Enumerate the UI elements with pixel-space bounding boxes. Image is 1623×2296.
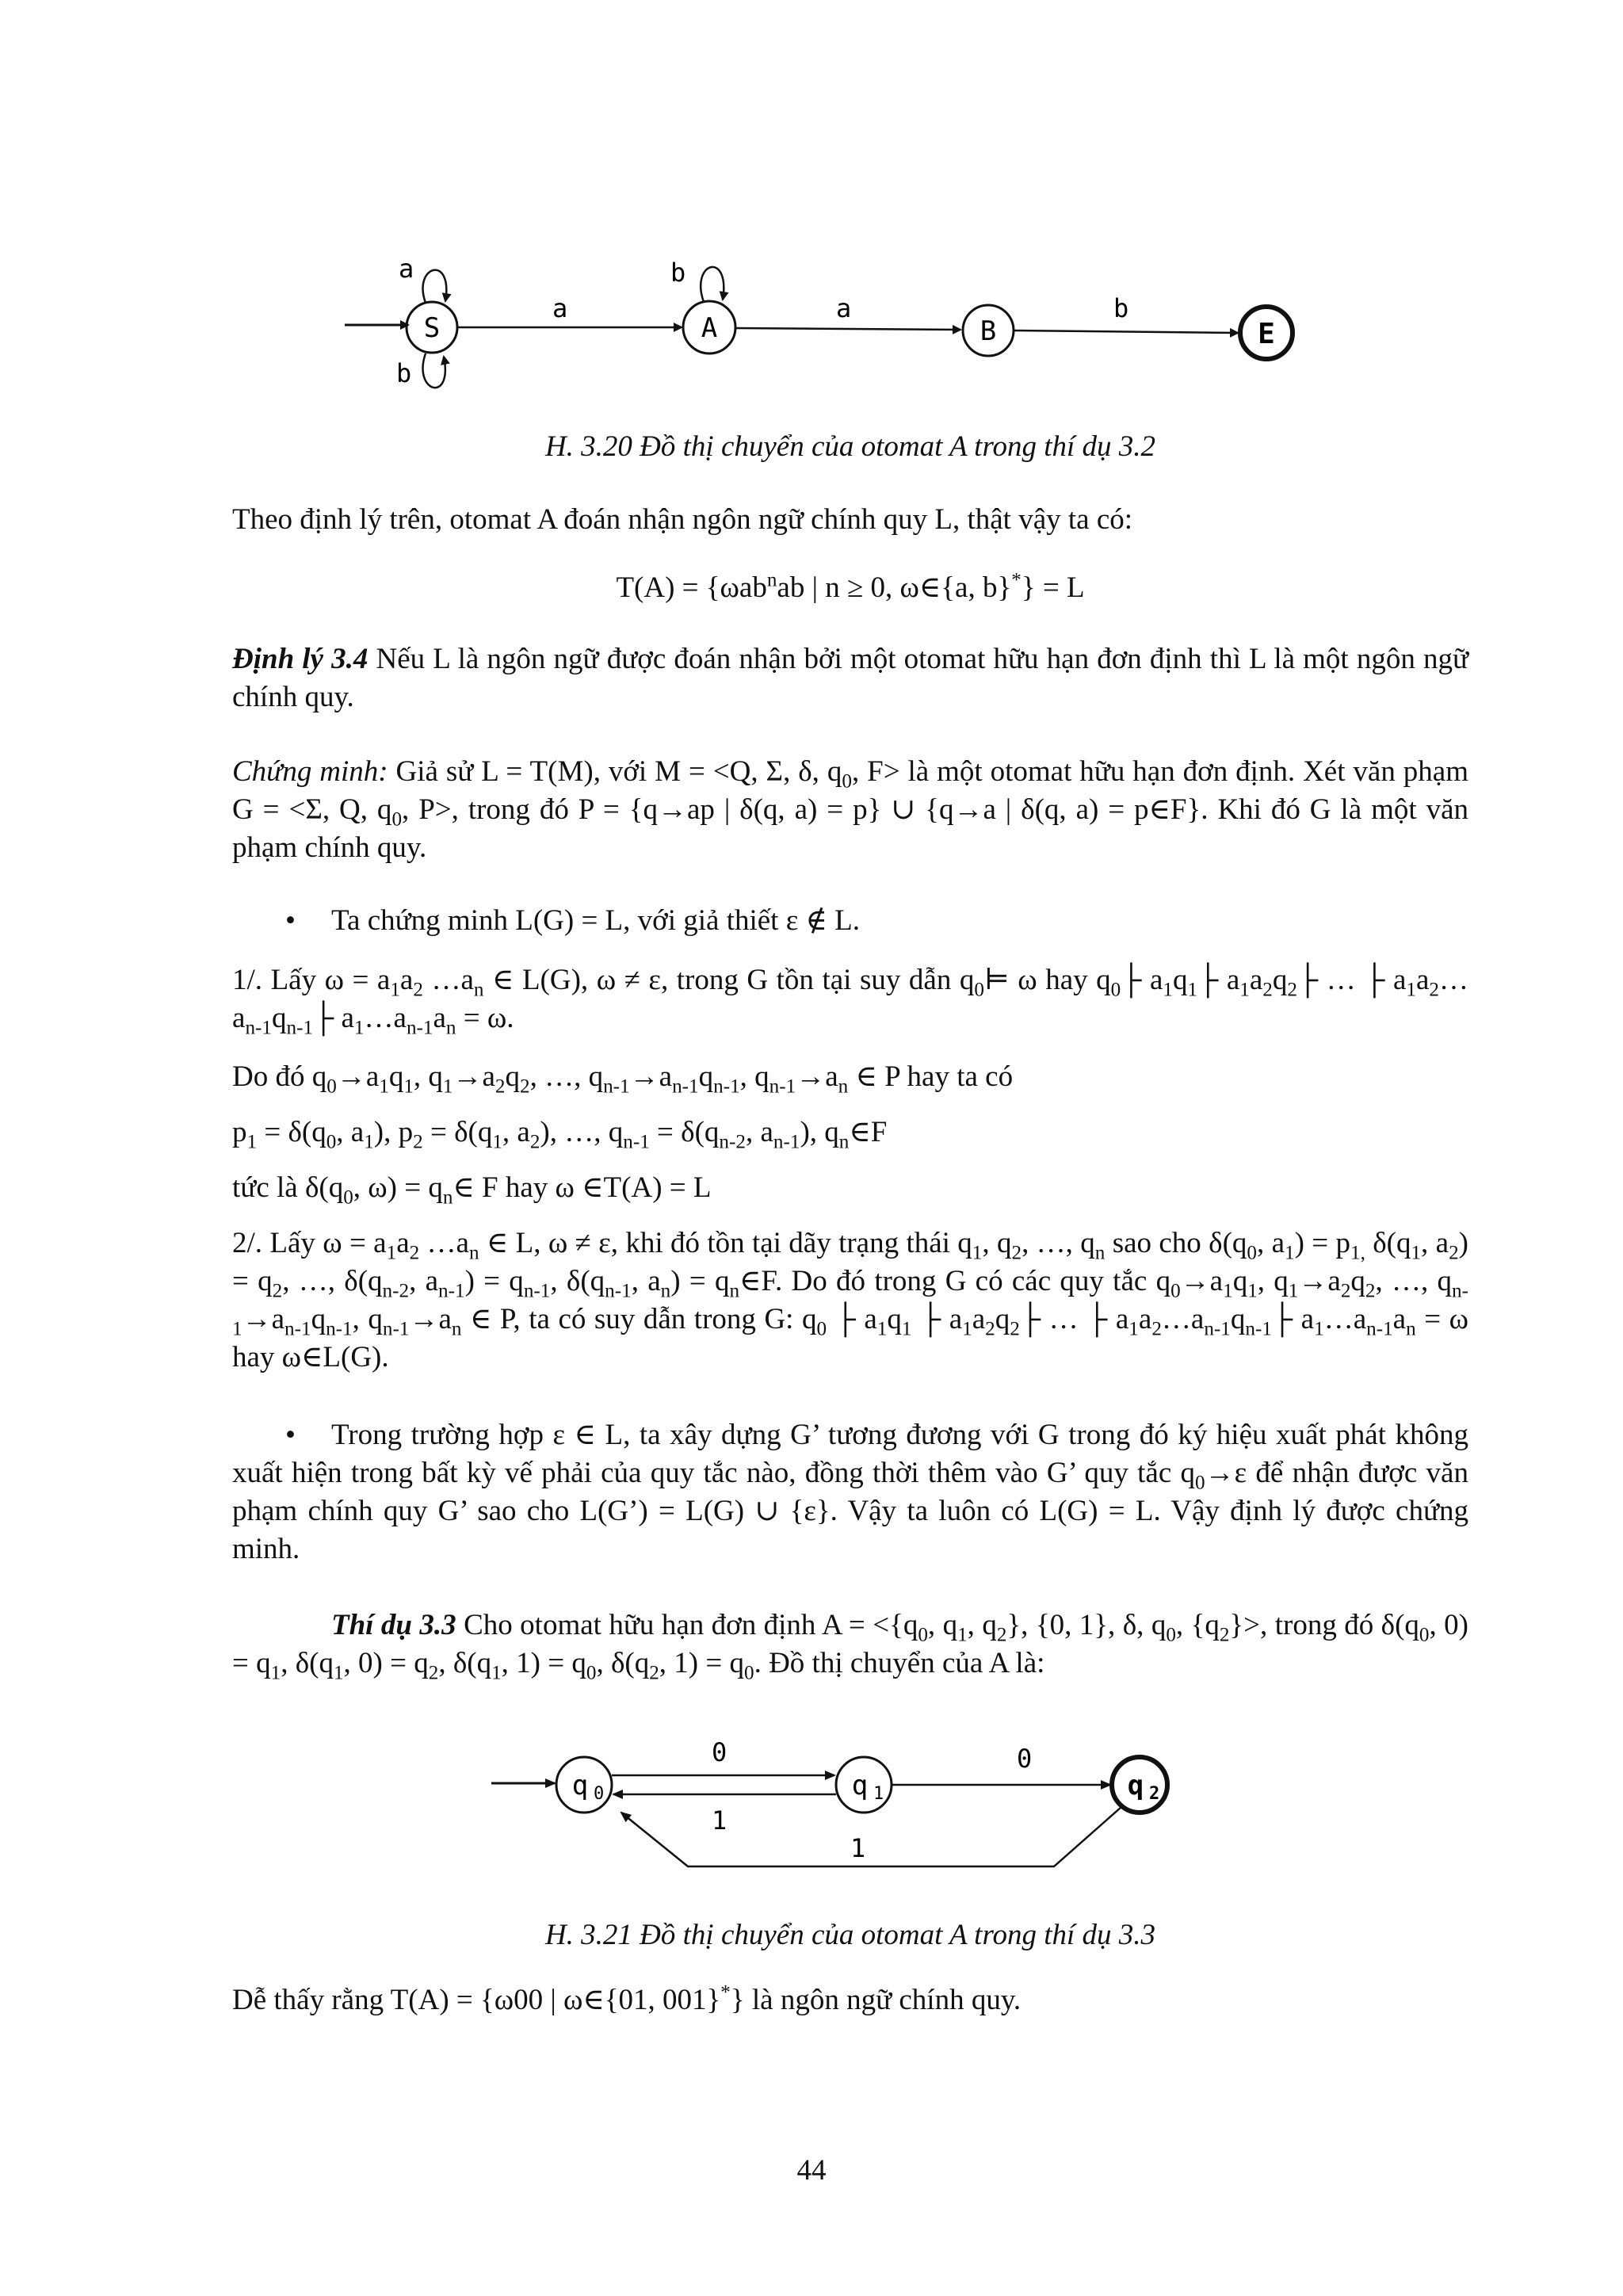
loop-S-bottom-label: b	[396, 358, 412, 388]
loop-S-top	[423, 270, 447, 303]
edge-B-E-label: b	[1113, 293, 1129, 323]
state-E-label: E	[1258, 318, 1275, 350]
state-B	[963, 305, 1014, 356]
bullet-marker-2: •	[285, 1419, 296, 1451]
state-q0-label: q	[571, 1770, 589, 1801]
edge-q1-q0-label: 1	[712, 1805, 727, 1836]
state-S-label: S	[423, 312, 441, 344]
step-2-derivation: 2/. Lấy $\omega = a_1a_2$ $\dots a_n$ ∈ L, ω ≠ ε, khi đó tồn tại dãy trạng thái $q_1$, $q_2$, …, $q_n$ sao cho $\delta(q_0$, $a_1) = p_{1,}$ $\delta(q_1$, $a_2) = q_2$, …, $\delta(q_{n-2}$, $a_{n-1}) = q_{n-1}$, $\delta(q_{n-1}$, $a_n$) = $q_n\in F$. Do đó trong G có các quy tắc $q_0\to a_1q_1$, $q_1\to a_2q_2$, …, $q_{n-1}\to a_{n-1}q_{n-1}$, $q_{n-1}\to a_n$ ∈ P, ta có suy dẫn trong G: $q_0$ ├ $a_1q_1$ ├ $a_1a_2q_2├$ … ├ $a_1a_2\dots a_{n-1}q_{n-1}├$ $a_1\dots a_{n-1}a_n = \omega$ hay ω∈L(G).	[232, 1227, 1468, 1374]
final-statement: Dễ thấy rằng T(A) = {ω00 | ω∈{01, 001}*} là ngôn ngữ chính quy.	[232, 1981, 1022, 2016]
edge-S-A-label: a	[552, 293, 568, 323]
step-1-states: $p_1 = \delta(q_0$, $a_1$), $p_2 = \delta(q_1$, $a_2$), …, $q_{n-1} = \delta(q_{n-2}$, $a_{n-1}$), $q_n\in F$	[232, 1116, 888, 1153]
bullet-marker-1: •	[285, 904, 296, 937]
page-number: 44	[796, 2154, 827, 2187]
svg-text:0: 0	[594, 1784, 605, 1804]
bullet-1-text: Ta chứng minh L(G) = L, với giả thiết ε ∉ L.	[331, 904, 860, 937]
figure-3-20-caption: H. 3.20 Đồ thị chuyển của otomat A trong thí dụ 3.2	[544, 430, 1156, 463]
paragraph-theorem-intro: Theo định lý trên, otomat A đoán nhận ngôn ngữ chính quy L, thật vậy ta có:	[232, 503, 1133, 536]
edge-q2-q0-label: 1	[850, 1833, 866, 1863]
state-A	[683, 301, 735, 353]
theorem-label: Định lý 3.4	[232, 643, 369, 675]
loop-S-top-label: a	[399, 254, 414, 284]
loop-A-top	[701, 267, 724, 302]
step-1-conclusion: tức là $\delta(q_0$, $\omega) = q_n\in$ F hay ω ∈T(A) = L	[232, 1171, 712, 1209]
figure-3-20-automaton	[0, 0, 1623, 428]
edge-q2-q0	[621, 1807, 1121, 1866]
svg-text:1: 1	[873, 1784, 884, 1804]
proof-paragraph: Chứng minh: Giả sử L = T(M), với M = <Q, Σ, δ, $q_0$, F> là một otomat hữu hạn đơn định. Xét văn phạm G = <Σ, Q, $q_0$, P>, trong đó P = {q→ap | δ(q, a) = p} ∪ {q→a | δ(q, a) = p∈F}. Khi đó G là một văn phạm chính quy.	[232, 755, 1468, 865]
state-q1-label: q	[851, 1770, 869, 1801]
state-A-label: A	[701, 312, 718, 344]
state-q1	[836, 1757, 892, 1813]
theorem-3-4: Định lý 3.4 Nếu L là ngôn ngữ được đoán nhận bởi một otomat hữu hạn đơn định thì L là một ngôn ngữ chính quy.	[232, 643, 1469, 714]
loop-A-top-label: b	[670, 258, 686, 288]
loop-S-bottom	[423, 353, 445, 388]
bullet-2-text: Trong trường hợp ε ∈ L, ta xây dựng G’ tương đương với G trong đó ký hiệu xuất phát không xuất hiện trong bất kỳ vế phải của quy tắc nào, đồng thời thêm vào G’ quy tắc $q_0\to\varepsilon$ để nhận được văn phạm chính quy G’ sao cho L(G’) = L(G) ∪ {ε}. Vậy ta luôn có L(G) = L. Vậy định lý được chứng minh.	[232, 1419, 1468, 1566]
state-S	[407, 302, 457, 353]
example-3-3: Thí dụ 3.3 Cho otomat hữu hạn đơn định $A = <\{q_0$, $q_1$, $q_2$}, {0, 1}, δ, $q_0$, $\{q_2\}>$, trong đó $\delta(q_0$, $0) = q_1$, $\delta(q_1$, $0) = q_2$, $\delta(q_1$, $1) = q_0$, $\delta(q_2$, $1) = q_0$. Đồ thị chuyển của A là:	[232, 1609, 1468, 1684]
state-q2-label: q	[1127, 1770, 1144, 1801]
formula-T-A: T(A) = {ωab$^n$ab | n ≥ 0, ω∈{a, b}*} = L	[616, 569, 1085, 604]
state-q2	[1112, 1757, 1167, 1813]
figure-3-21-automaton	[0, 1712, 1623, 1894]
figure-3-21-caption: H. 3.21 Đồ thị chuyển của otomat A trong thí dụ 3.3	[544, 1919, 1156, 1951]
edge-B-E	[1014, 330, 1238, 333]
step-1-rules: Do đó $q_0\to a_1q_1$, $q_1\to a_2q_2$, …, $q_{n-1}\to a_{n-1}q_{n-1}$, $q_{n-1}\to a_n$ ∈ P hay ta có	[232, 1060, 1014, 1098]
edge-A-B-label: a	[836, 293, 852, 323]
state-B-label: B	[980, 315, 997, 347]
edge-A-B	[736, 328, 960, 330]
edge-q1-q2-label: 0	[1017, 1744, 1033, 1774]
state-E	[1240, 307, 1293, 359]
step-1-derivation: 1/. Lấy $\omega = a_1a_2$ $\dots a_n$ ∈ L(G), ω ≠ ε, trong G tồn tại suy dẫn $q_0⊨$ ω hay $q_0├$ $a_1q_1├$ $a_1a_2q_2├$ … ├ $a_1a_2\dots a_{n-1}q_{n-1}├$ $a_1\dots a_{n-1}a_n = \omega$.	[232, 964, 1468, 1039]
svg-text:2: 2	[1149, 1784, 1160, 1804]
edge-q0-q1-label: 0	[712, 1737, 727, 1767]
state-q0	[556, 1757, 612, 1813]
